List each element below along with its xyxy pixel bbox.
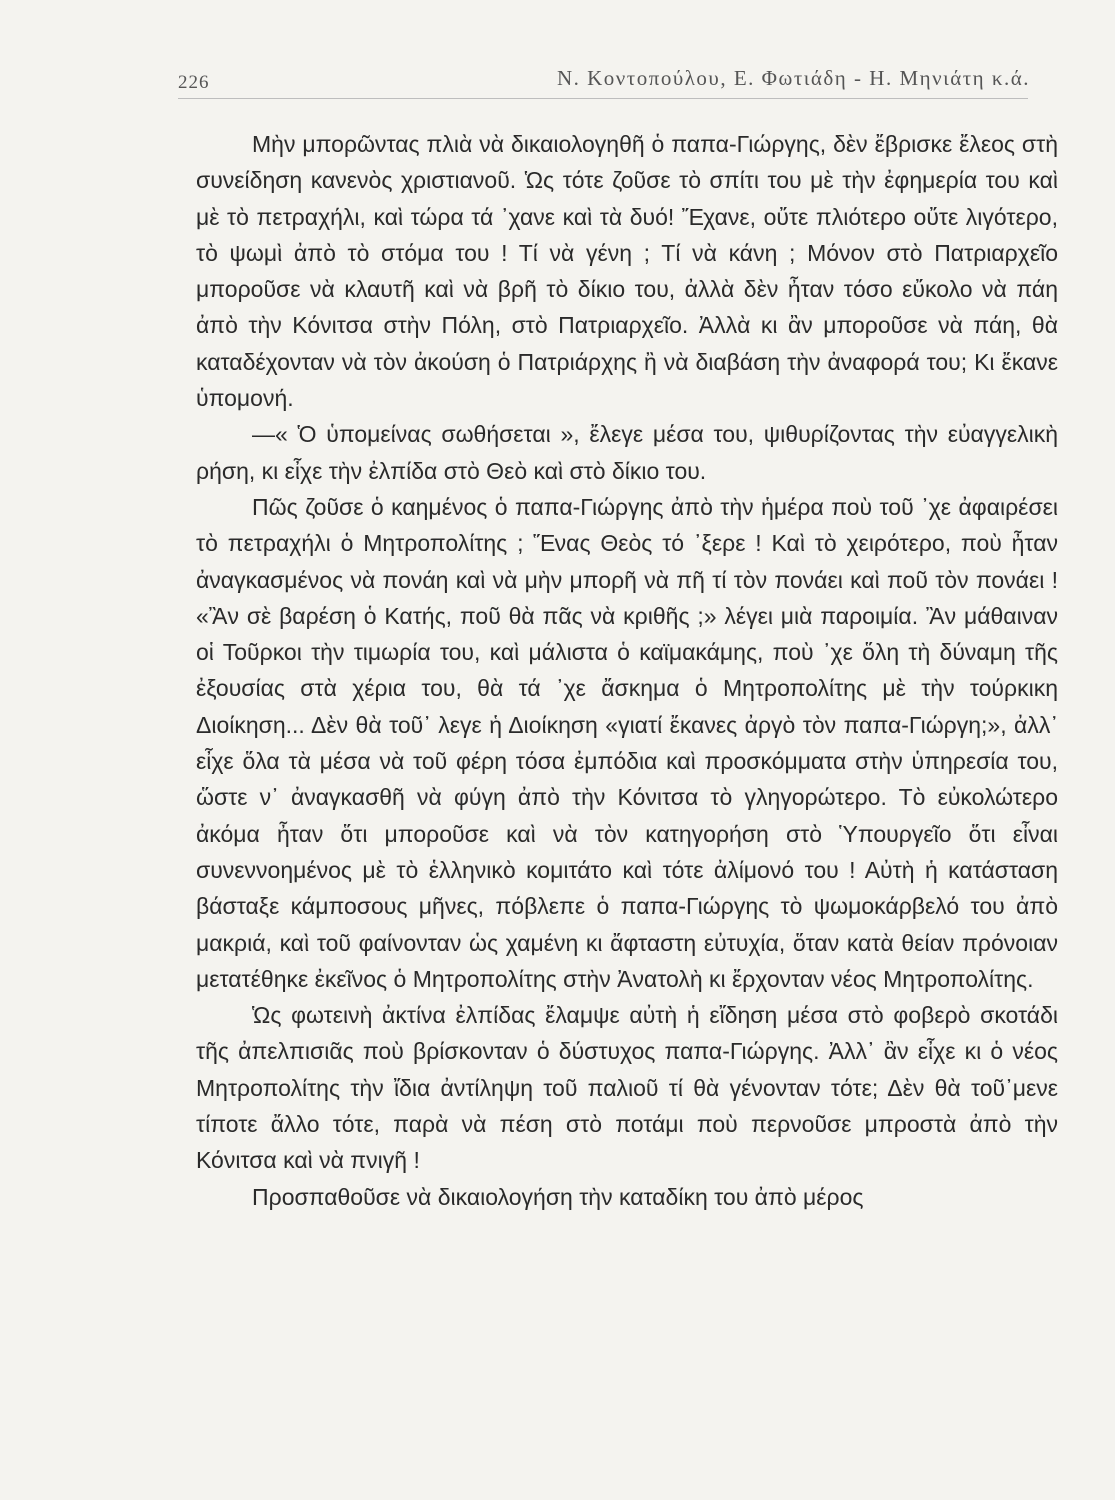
header-rule [178, 98, 1028, 99]
paragraph: Προσπαθοῦσε νὰ δικαιολογήση τὴν καταδίκη του ἀπὸ μέρος [252, 1183, 864, 1210]
paragraph: Ὡς φωτεινὴ ἀκτίνα ἐλπίδας ἔλαμψε αὐτὴ ἡ εἴδηση μέσα στὸ φοβερὸ σκοτάδι τῆς ἀπελπισιᾶς ποὺ βρίσκονταν ὁ δύστυχος παπα-Γιώργης. Ἀλλ᾿ ἂν εἶχε κι ὁ νέος Μητροπολίτης τὴν ἴδια ἀντίληψη τοῦ παλιοῦ τί θὰ γένονταν τότε; Δὲν θὰ τοῦ᾿μενε τίποτε ἄλλο τότε, παρὰ νὰ πέση στὸ ποτάμι ποὺ περνοῦσε μπροστὰ ἀπὸ τὴν Κόνιτσα καὶ νὰ πνιγῆ ! [196, 1002, 1058, 1174]
page-header [178, 62, 1038, 94]
body-text [196, 126, 1058, 1215]
page-number: 226 [178, 72, 210, 93]
paragraph: Πῶς ζοῦσε ὁ καημένος ὁ παπα-Γιώργης ἀπὸ τὴν ἡμέρα ποὺ τοῦ ᾿χε ἀφαιρέσει τὸ πετραχήλι ὁ Μητροπολίτης ; Ἕνας Θεὸς τό ᾿ξερε ! Καὶ τὸ χειρότερο, ποὺ ἦταν ἀναγκασμένος νὰ πονάη καὶ νὰ μὴν μπορῆ νὰ πῆ τί τὸν πονάει καὶ ποῦ τὸν πονάει ! «Ἂν σὲ βαρέση ὁ Κατής, ποῦ θὰ πᾶς νὰ κριθῆς ;» λέγει μιὰ παροιμία. Ἂν μάθαιναν οἱ Τοῦρκοι τὴν τιμωρία του, καὶ μάλιστα ὁ καϊμακάμης, ποὺ ᾿χε ὅλη τὴ δύναμη τῆς ἐξουσίας στὰ χέρια του, θὰ τά ᾿χε ἄσκημα ὁ Μητροπολίτης μὲ τὴν τούρκικη Διοίκηση... Δὲν θὰ τοῦ᾿ λεγε ἡ Διοίκηση «γιατί ἔκανες ἀργὸ τὸν παπα-Γιώργη;», ἀλλ᾿ εἶχε ὅλα τὰ μέσα νὰ τοῦ φέρη τόσα ἐμπόδια καὶ προσκόμματα στὴν ὑπηρεσία του, ὥστε ν᾿ ἀναγκασθῆ νὰ φύγη ἀπὸ τὴν Κόνιτσα τὸ γληγορώτερο. Τὸ εὐκολώτερο ἀκόμα ἦταν ὅτι μποροῦσε καὶ νὰ τὸν κατηγορήση στὸ Ὑπουργεῖο ὅτι εἶναι συνεννοημένος μὲ τὸ ἑλληνικὸ κομιτάτο καὶ τότε ἀλίμονό του ! Αὐτὴ ἡ κατάσταση βάσταξε κάμποσους μῆνες, πόβλεπε ὁ παπα-Γιώργης τὸ ψωμοκάρβελό του ἀπὸ μακριά, καὶ τοῦ φαίνονταν ὡς χαμένη κι ἄφταστη εὐτυχία, ὅταν κατὰ θείαν πρόνοιαν μετατέθηκε ἐκεῖνος ὁ Μητροπολίτης στὴν Ἀνατολὴ κι ἔρχονταν νέος Μητροπολίτης. [196, 493, 1058, 992]
paragraph: —« Ὁ ὑπομείνας σωθήσεται », ἔλεγε μέσα του, ψιθυρίζοντας τὴν εὐαγγελικὴ ρήση, κι εἶχε τὴν ἐλπίδα στὸ Θεὸ καὶ στὸ δίκιο του. [196, 421, 1058, 484]
paragraph: Μὴν μπορῶντας πλιὰ νὰ δικαιολογηθῆ ὁ παπα-Γιώργης, δὲν ἔβρισκε ἔλεος στὴ συνείδηση κανενὸς χριστιανοῦ. Ὡς τότε ζοῦσε τὸ σπίτι του μὲ τὴν ἐφημερία του καὶ μὲ τὸ πετραχήλι, καὶ τώρα τά ᾿χανε καὶ τὰ δυό! Ἔχανε, οὔτε πλιότερο οὔτε λιγότερο, τὸ ψωμὶ ἀπὸ τὸ στόμα του ! Τί νὰ γένη ; Τί νὰ κάνη ; Μόνον στὸ Πατριαρχεῖο μποροῦσε νὰ κλαυτῆ καὶ νὰ βρῆ τὸ δίκιο του, ἀλλὰ δὲν ἦταν τόσο εὔκολο νὰ πάη ἀπὸ τὴν Κόνιτσα στὴν Πόλη, στὸ Πατριαρχεῖο. Ἀλλὰ κι ἂν μποροῦσε νὰ πάη, θὰ καταδέχονταν νὰ τὸν ἀκούση ὁ Πατριάρχης ἢ νὰ διαβάση τὴν ἀναφορά του; Κι ἔκανε ὑπομονή. [196, 131, 1058, 412]
running-head: Ν. Κοντοπούλου, Ε. Φωτιάδη - Η. Μηνιάτη κ.ά. [556, 66, 1030, 90]
